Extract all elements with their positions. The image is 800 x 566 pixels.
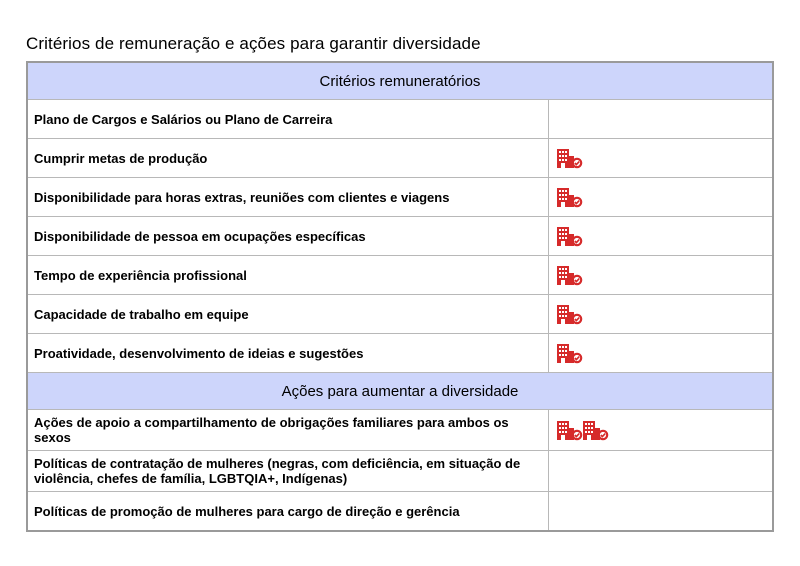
table-row xyxy=(27,178,773,217)
section-header-row xyxy=(27,62,773,100)
table-row xyxy=(27,492,773,532)
building-check-icon xyxy=(557,265,583,286)
building-check-icon xyxy=(557,304,583,325)
criterion-icons xyxy=(549,334,774,373)
section-header-row xyxy=(27,373,773,410)
criterion-label: Capacidade de trabalho em equipe xyxy=(27,295,549,334)
building-check-icon xyxy=(557,343,583,364)
criterion-icons xyxy=(549,256,774,295)
criterion-icons xyxy=(549,100,774,139)
criterion-icons xyxy=(549,139,774,178)
criterion-label: Disponibilidade de pessoa em ocupações específicas xyxy=(27,217,549,256)
criterion-icons xyxy=(549,295,774,334)
criterion-icons xyxy=(549,217,774,256)
criterion-icons xyxy=(549,178,774,217)
criterion-label: Cumprir metas de produção xyxy=(27,139,549,178)
table-row xyxy=(27,100,773,139)
criterion-icons xyxy=(549,410,774,451)
table-row xyxy=(27,217,773,256)
table-row xyxy=(27,256,773,295)
building-check-icon xyxy=(557,148,583,169)
criterion-label: Disponibilidade para horas extras, reuniões com clientes e viagens xyxy=(27,178,549,217)
criteria-table xyxy=(26,61,774,532)
building-check-icon xyxy=(583,420,609,441)
building-check-icon xyxy=(557,187,583,208)
table-row xyxy=(27,451,773,492)
section-header: Critérios remuneratórios xyxy=(27,62,773,100)
section-header: Ações para aumentar a diversidade xyxy=(27,373,773,410)
criterion-icons xyxy=(549,451,774,492)
criterion-label: Proatividade, desenvolvimento de ideias e sugestões xyxy=(27,334,549,373)
criterion-label: Tempo de experiência profissional xyxy=(27,256,549,295)
criterion-icons xyxy=(549,492,774,532)
building-check-icon xyxy=(557,420,583,441)
table-row xyxy=(27,295,773,334)
criterion-label: Plano de Cargos e Salários ou Plano de Carreira xyxy=(27,100,549,139)
criterion-label: Ações de apoio a compartilhamento de obrigações familiares para ambos os sexos xyxy=(27,410,549,451)
table-row xyxy=(27,139,773,178)
table-row xyxy=(27,334,773,373)
criterion-label: Políticas de contratação de mulheres (negras, com deficiência, em situação de violência, chefes de família, LGBTQIA+, Indígenas) xyxy=(27,451,549,492)
page-title: Critérios de remuneração e ações para garantir diversidade xyxy=(26,34,481,53)
criterion-label: Políticas de promoção de mulheres para cargo de direção e gerência xyxy=(27,492,549,532)
table-row xyxy=(27,410,773,451)
building-check-icon xyxy=(557,226,583,247)
